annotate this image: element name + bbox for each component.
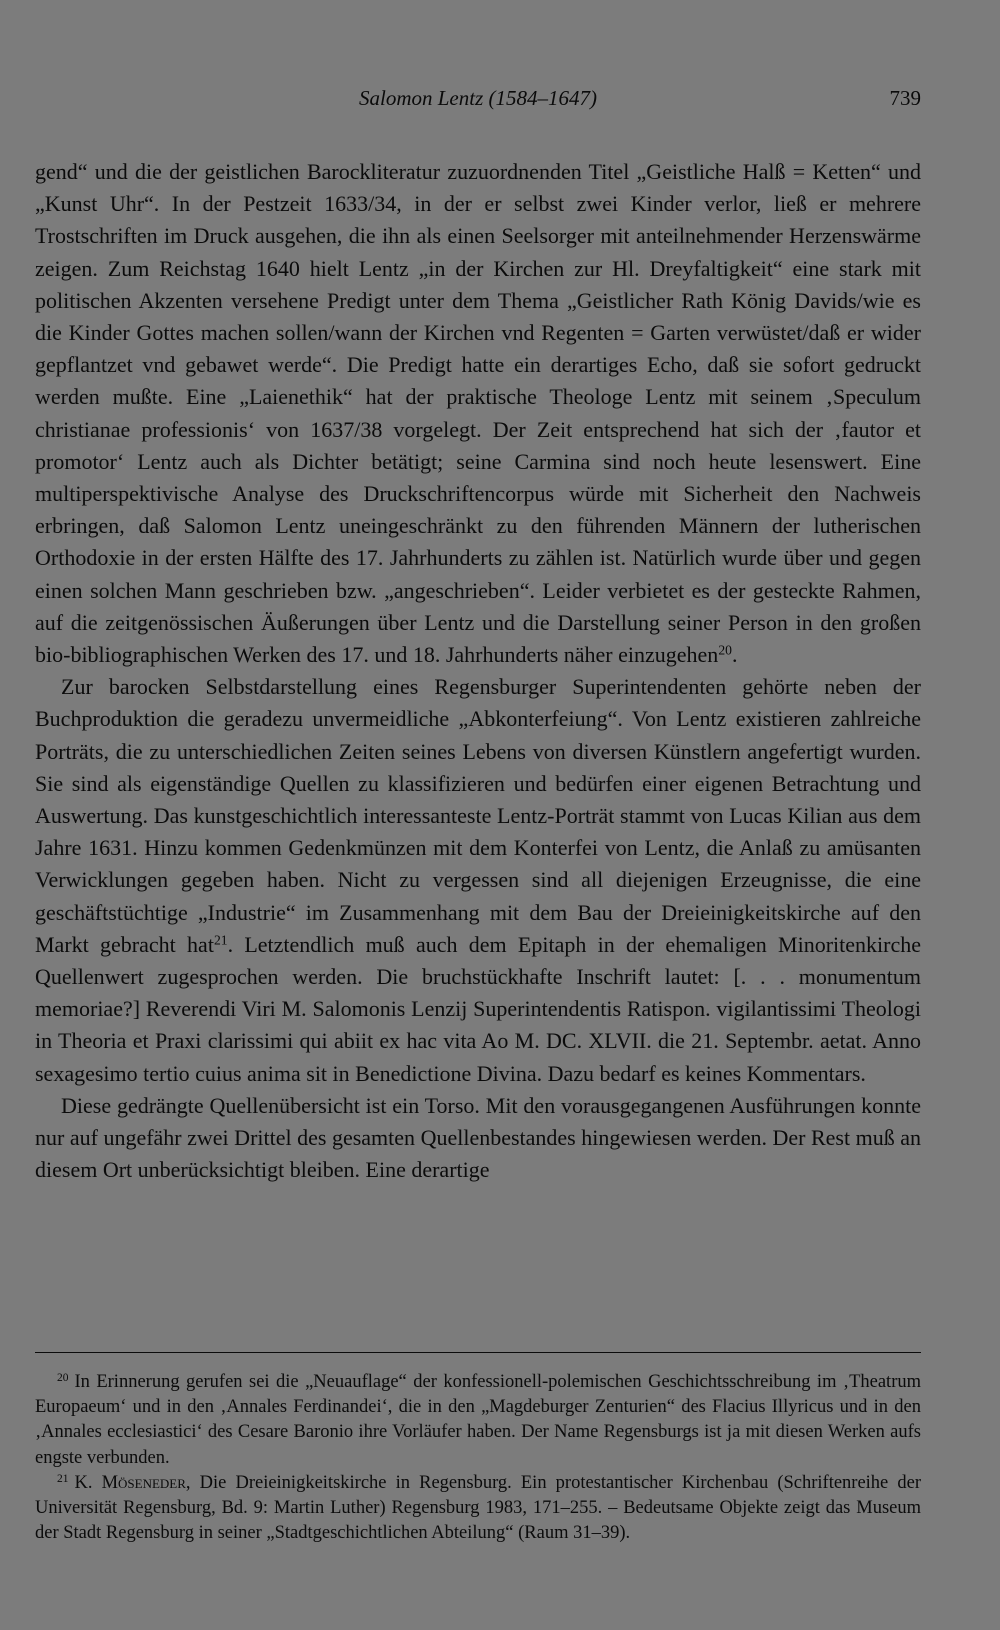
footnote-21: [35, 1471, 921, 1547]
paragraph-1: [35, 156, 921, 671]
paragraph-text: Diese gedrängte Quellenübersicht ist ein Torso. Mit den vorausgegangenen Ausführungen konnte nur auf ungefähr zwei Drittel des gesamten Quellenbestandes hingewiesen werden. Der Rest muß an diesem Ort unberücksichtigt bleiben. Eine derartige: [35, 1092, 921, 1183]
footnote-text: , Die Dreieinigkeitskirche in Regensburg. Ein protestantischer Kirchenbau (Schriftenreihe der Universität Regensburg, Bd. 9: Martin Luther) Regensburg 1983, 171–255. – Bedeutsame Objekte zeigt das Museum der Stadt Regensburg in seiner „Stadtgeschichtlichen Abteilung“ (Raum 31–39).: [35, 1472, 921, 1544]
footnote-divider: [35, 1352, 921, 1353]
page-header: [35, 86, 921, 120]
paragraph-text: gend“ und die der geistlichen Barockliteratur zuzuordnenden Titel „Geistliche Halß = Ketten“ und „Kunst Uhr“. In der Pestzeit 1633/34, in der er selbst zwei Kinder verlor, ließ er mehrere Trostschriften im Druck ausgehen, die ihn als einen Seelsorger mit anteilnehmender Herzenswärme zeigen. Zum Reichstag 1640 hielt Lentz „in der Kirchen zur Hl. Dreyfaltigkeit“ eine stark mit politischen Akzenten versehene Predigt unter dem Thema „Geistlicher Rath König Davids/wie es die Kinder Gottes machen sollen/wann der Kirchen vnd Regenten = Garten verwüstet/daß er wider gepflantzet vnd gebawet werde“. Die Predigt hatte ein derartiges Echo, daß sie sofort gedruckt werden mußte. Eine „Laienethik“ hat der praktische Theologe Lentz mit seinem ‚Speculum christianae professionis‘ von 1637/38 vorgelegt. Der Zeit entsprechend hat sich der ‚fautor et promotor‘ Lentz auch als Dichter betätigt; seine Carmina sind noch heute lesenswert. Eine multiperspektivische Analyse des Druckschriftencorpus würde mit Sicherheit den Nachweis erbringen, daß Salomon Lentz uneingeschränkt zu den führenden Männern der lutherischen Orthodoxie in der ersten Hälfte des 17. Jahrhunderts zu zählen ist. Natürlich wurde über und gegen einen solchen Mann geschrieben bzw. „angeschrieben“. Leider verbietet es der gesteckte Rahmen, auf die zeitgenössischen Äußerungen über Lentz und die Darstellung seiner Person in den großen bio-bibliographischen Werken des 17. und 18. Jahrhunderts näher einzugehen: [35, 159, 921, 668]
paragraph-text: .: [731, 642, 738, 668]
footnotes: [35, 1370, 921, 1546]
footnote-20: [35, 1370, 921, 1471]
footnote-author: K. Möseneder: [74, 1472, 186, 1493]
footnote-number: 20: [57, 1371, 69, 1384]
paragraph-3: [35, 1090, 921, 1187]
running-title: Salomon Lentz (1584–1647): [359, 86, 597, 110]
body-text: [35, 156, 921, 1187]
footnote-text: In Erinnerung gerufen sei die „Neuauflage“ der konfessionell-polemischen Geschichtsschreibung im ‚Theatrum Europaeum‘ und in den ‚Annales Ferdinandei‘, die in den „Magdeburger Zenturien“ des Flacius Illyricus und in den ‚Annales ecclesiastici‘ des Cesare Baronio ihre Vorläufer haben. Der Name Regensburgs ist ja mit diesen Werken aufs engste verbunden.: [35, 1372, 921, 1468]
paragraph-2: [35, 671, 921, 1090]
paragraph-text: . Letztendlich muß auch dem Epitaph in der ehemaligen Minoritenkirche Quellenwert zugesprochen werden. Die bruchstückhafte Inschrift lautet: [. . . monumentum memoriae?] Reverendi Viri M. Salomonis Lenzij Superintendentis Ratispon. vigilantissimi Theologi in Theoria et Praxi clarissimi qui abiit ex hac vita Ao M. DC. XLVII. die 21. Septembr. aetat. Anno sexagesimo tertio cuius anima sit in Benedictione Divina. Dazu bedarf es keines Kommentars.: [35, 931, 922, 1086]
footnote-number: 21: [57, 1472, 69, 1485]
footnote-ref-21: 21: [213, 932, 228, 948]
footnote-ref-20: 20: [718, 642, 732, 658]
paragraph-text: Zur barocken Selbstdarstellung eines Regensburger Superintendenten gehörte neben der Buchproduktion die geradezu unvermeidliche „Abkonterfeiung“. Von Lentz existieren zahlreiche Porträts, die zu unterschiedlichen Zeiten seines Lebens von diversen Künstlern angefertigt wurden. Sie sind als eigenständige Quellen zu klassifizieren und bedürfen einer eigenen Betrachtung und Auswertung. Das kunstgeschichtlich interessanteste Lentz-Porträt stammt von Lucas Kilian aus dem Jahre 1631. Hinzu kommen Gedenkmünzen mit dem Konterfei von Lentz, die Anlaß zu amüsanten Verwicklungen gegeben haben. Nicht zu vergessen sind all diejenigen Erzeugnisse, die eine geschäftstüchtige „Industrie“ im Zusammenhang mit dem Bau der Dreieinigkeitskirche auf den Markt gebracht hat: [35, 674, 921, 957]
page-number: 739: [889, 86, 921, 110]
